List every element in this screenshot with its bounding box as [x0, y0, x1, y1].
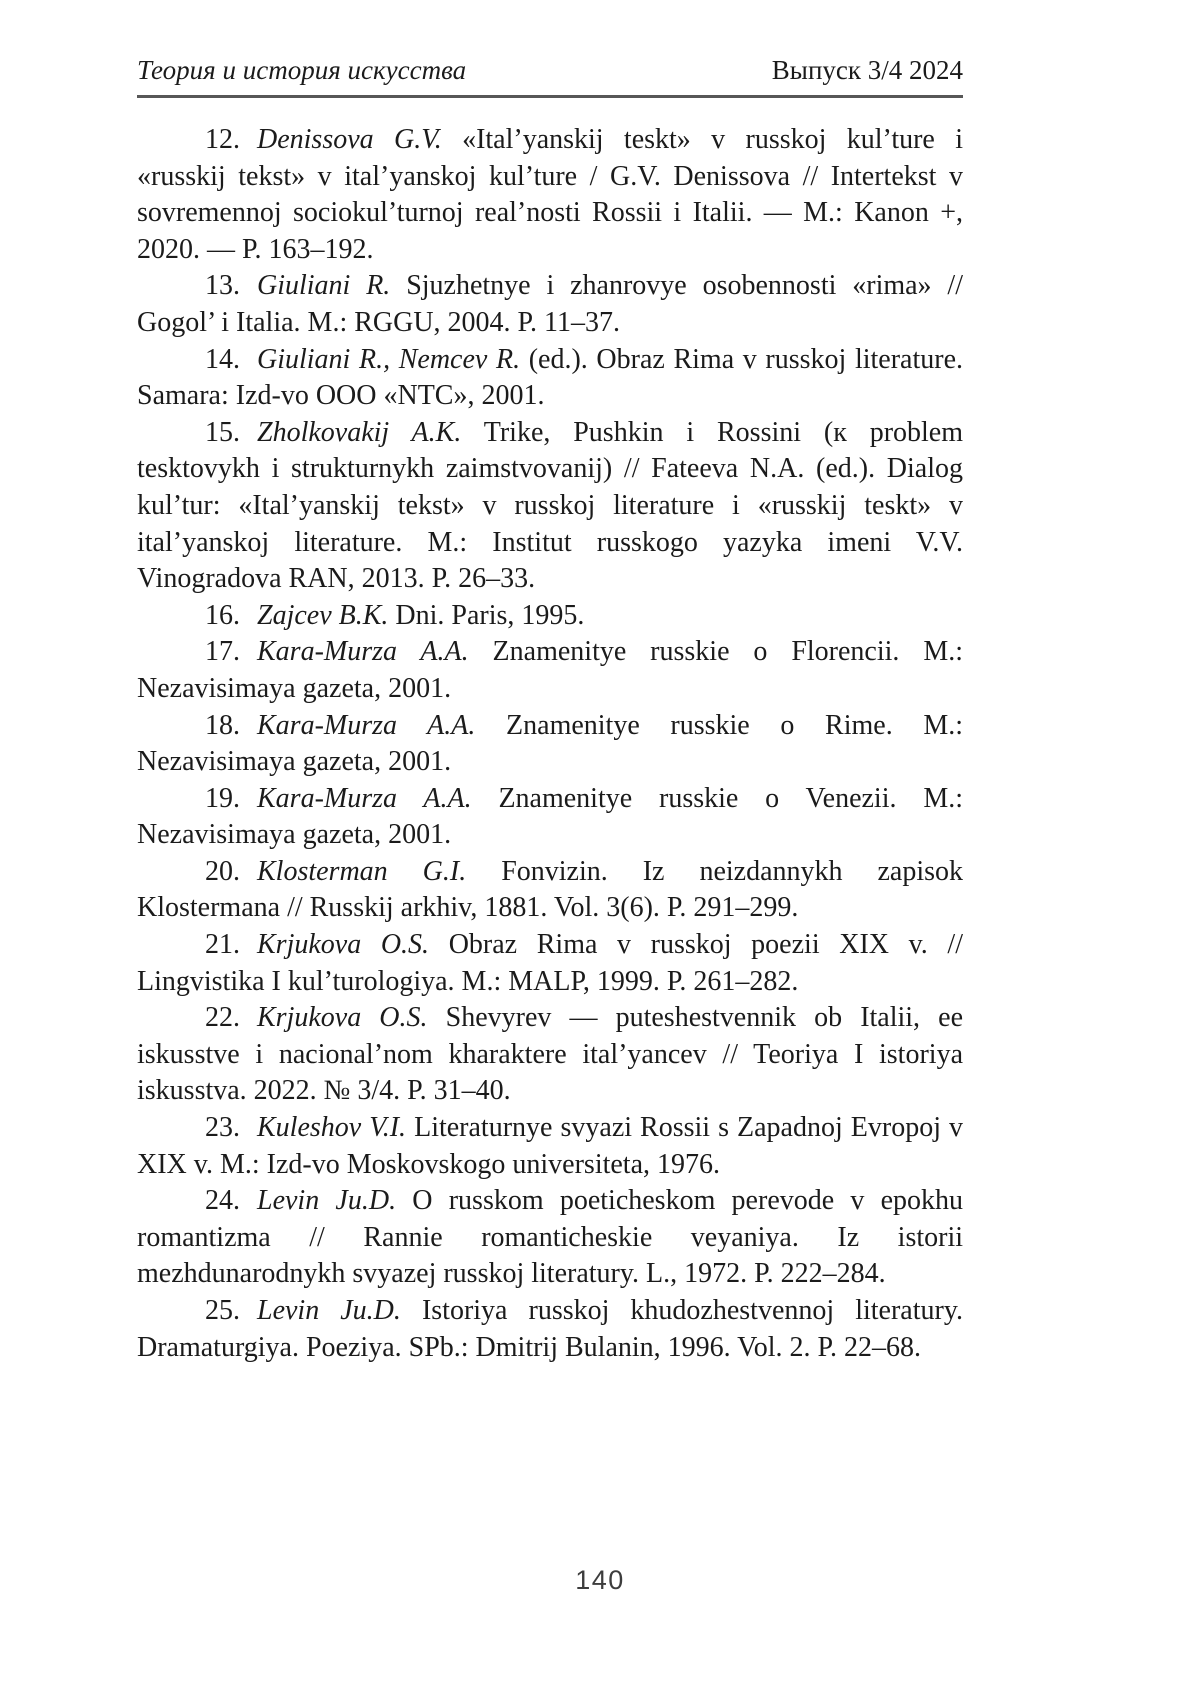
reference-item: [137, 1293, 963, 1366]
reference-text: Sjuzhetnye i zhanrovye osobennosti «rima» // Gogol’ i Italia. M.: RGGU, 2004. P. 11–37.: [137, 270, 963, 338]
running-header: [137, 54, 963, 86]
reference-authors: Zholkovakij A.K.: [257, 416, 462, 448]
reference-text: Istoriya russkoj khudozhestvennoj literatury. Dramaturgiya. Poeziya. SPb.: Dmitrij Bulanin, 1996. Vol. 2. P. 22–68.: [137, 1295, 964, 1363]
reference-text: «Ital’yanskij teskt» v russkoj kul’ture i «russkij tekst» v ital’yanskoj kul’ture / G.V. Denissova // Intertekst v sovremennoj sociokul’turnoj real’nosti Rossii i Italii. — M.: Kanon +, 2020. — P. 163–192.: [137, 124, 963, 265]
reference-text: Literaturnye svyazi Rossii s Zapadnoj Evropoj v XIX v. M.: Izd-vo Moskovskogo universiteta, 1976.: [137, 1112, 964, 1180]
page-footer: [0, 1565, 1200, 1596]
reference-authors: Zajcev B.K.: [257, 599, 389, 631]
reference-number: 19.: [205, 782, 240, 814]
reference-item: [137, 634, 963, 707]
header-rule: [137, 95, 963, 98]
reference-number: 14.: [205, 343, 240, 375]
reference-item: [137, 415, 963, 598]
reference-authors: Giuliani R.: [257, 270, 391, 302]
reference-authors: Kuleshov V.I.: [257, 1112, 407, 1144]
reference-text: Znamenitye russkie o Florencii. M.: Nezavisimaya gazeta, 2001.: [137, 636, 963, 704]
reference-item: [137, 781, 963, 854]
reference-authors: Levin Ju.D.: [257, 1185, 397, 1217]
reference-item: [137, 268, 963, 341]
reference-number: 13.: [205, 270, 240, 302]
reference-number: 18.: [205, 709, 240, 741]
reference-number: 12.: [205, 124, 240, 155]
reference-item: [137, 122, 963, 268]
reference-authors: Giuliani R., Nemcev R.: [257, 343, 521, 375]
reference-number: 20.: [205, 855, 240, 887]
reference-number: 22.: [205, 1002, 240, 1034]
reference-authors: Krjukova O.S.: [257, 1002, 428, 1034]
reference-authors: Kara-Murza A.A.: [257, 709, 476, 741]
reference-text: Shevyrev — puteshestvennik ob Italii, ee iskusstve i nacional’nom kharaktere ital’yancev // Teoriya I istoriya iskusstva. 2022. № 3/4. P. 31–40.: [137, 1002, 964, 1107]
reference-text: Znamenitye russkie o Venezii. M.: Nezavisimaya gazeta, 2001.: [137, 782, 964, 851]
reference-text: Znamenitye russkie o Rime. M.: Nezavisimaya gazeta, 2001.: [137, 709, 964, 778]
reference-authors: Krjukova O.S.: [257, 929, 430, 961]
reference-item: [137, 854, 963, 927]
reference-authors: Denissova G.V.: [257, 124, 442, 155]
reference-item: [137, 598, 963, 635]
reference-text: (ed.). Obraz Rima v russkoj literature. Samara: Izd-vo OOO «NTC», 2001.: [137, 343, 963, 412]
reference-number: 24.: [205, 1185, 240, 1217]
reference-authors: Kara-Murza A.A.: [257, 636, 469, 668]
reference-text: Trike, Pushkin i Rossini (к problem tesktovykh i strukturnykh zaimstvovanij) // Fateeva N.A. (ed.). Dialog kul’tur: «Ital’yanskij tekst» v russkoj literature i «russkij teskt» v ital’yanskoj literature. M.: Institut russkogo yazyka imeni V.V. Vinogradova RAN, 2013. P. 26–33.: [137, 416, 964, 595]
reference-item: [137, 927, 963, 1000]
references-list: [137, 122, 963, 1366]
issue-label: Выпуск 3/4 2024: [771, 55, 963, 85]
reference-item: [137, 1110, 963, 1183]
reference-item: [137, 342, 963, 415]
reference-text: Fonvizin. Iz neizdannykh zapisok Klostermana // Russkij arkhiv, 1881. Vol. 3(6). P. 291–299.: [137, 855, 964, 924]
reference-number: 17.: [205, 636, 240, 668]
page-number: 140: [575, 1565, 625, 1595]
reference-text: Obraz Rima v russkoj poezii XIX v. // Lingvistika I kul’turologiya. M.: MALP, 1999. P. 261–282.: [137, 929, 963, 997]
reference-authors: Kara-Murza A.A.: [257, 782, 472, 814]
reference-number: 16.: [205, 599, 240, 631]
reference-text: Dni. Paris, 1995.: [395, 599, 585, 631]
reference-authors: Levin Ju.D.: [257, 1295, 401, 1326]
reference-number: 21.: [205, 929, 240, 961]
reference-item: [137, 1183, 963, 1293]
reference-authors: Klosterman G.I.: [257, 855, 467, 887]
reference-number: 15.: [205, 416, 240, 448]
reference-number: 25.: [205, 1295, 240, 1326]
journal-title: Теория и история искусства: [137, 55, 467, 85]
reference-text: O russkom poeticheskom perevode v epokhu romantizma // Rannie romanticheskie veyaniya. Iz istorii mezhdunarodnykh svyazej russkoj literatury. L., 1972. P. 222–284.: [137, 1185, 964, 1290]
reference-number: 23.: [205, 1112, 240, 1144]
reference-item: [137, 1000, 963, 1110]
reference-item: [137, 708, 963, 781]
